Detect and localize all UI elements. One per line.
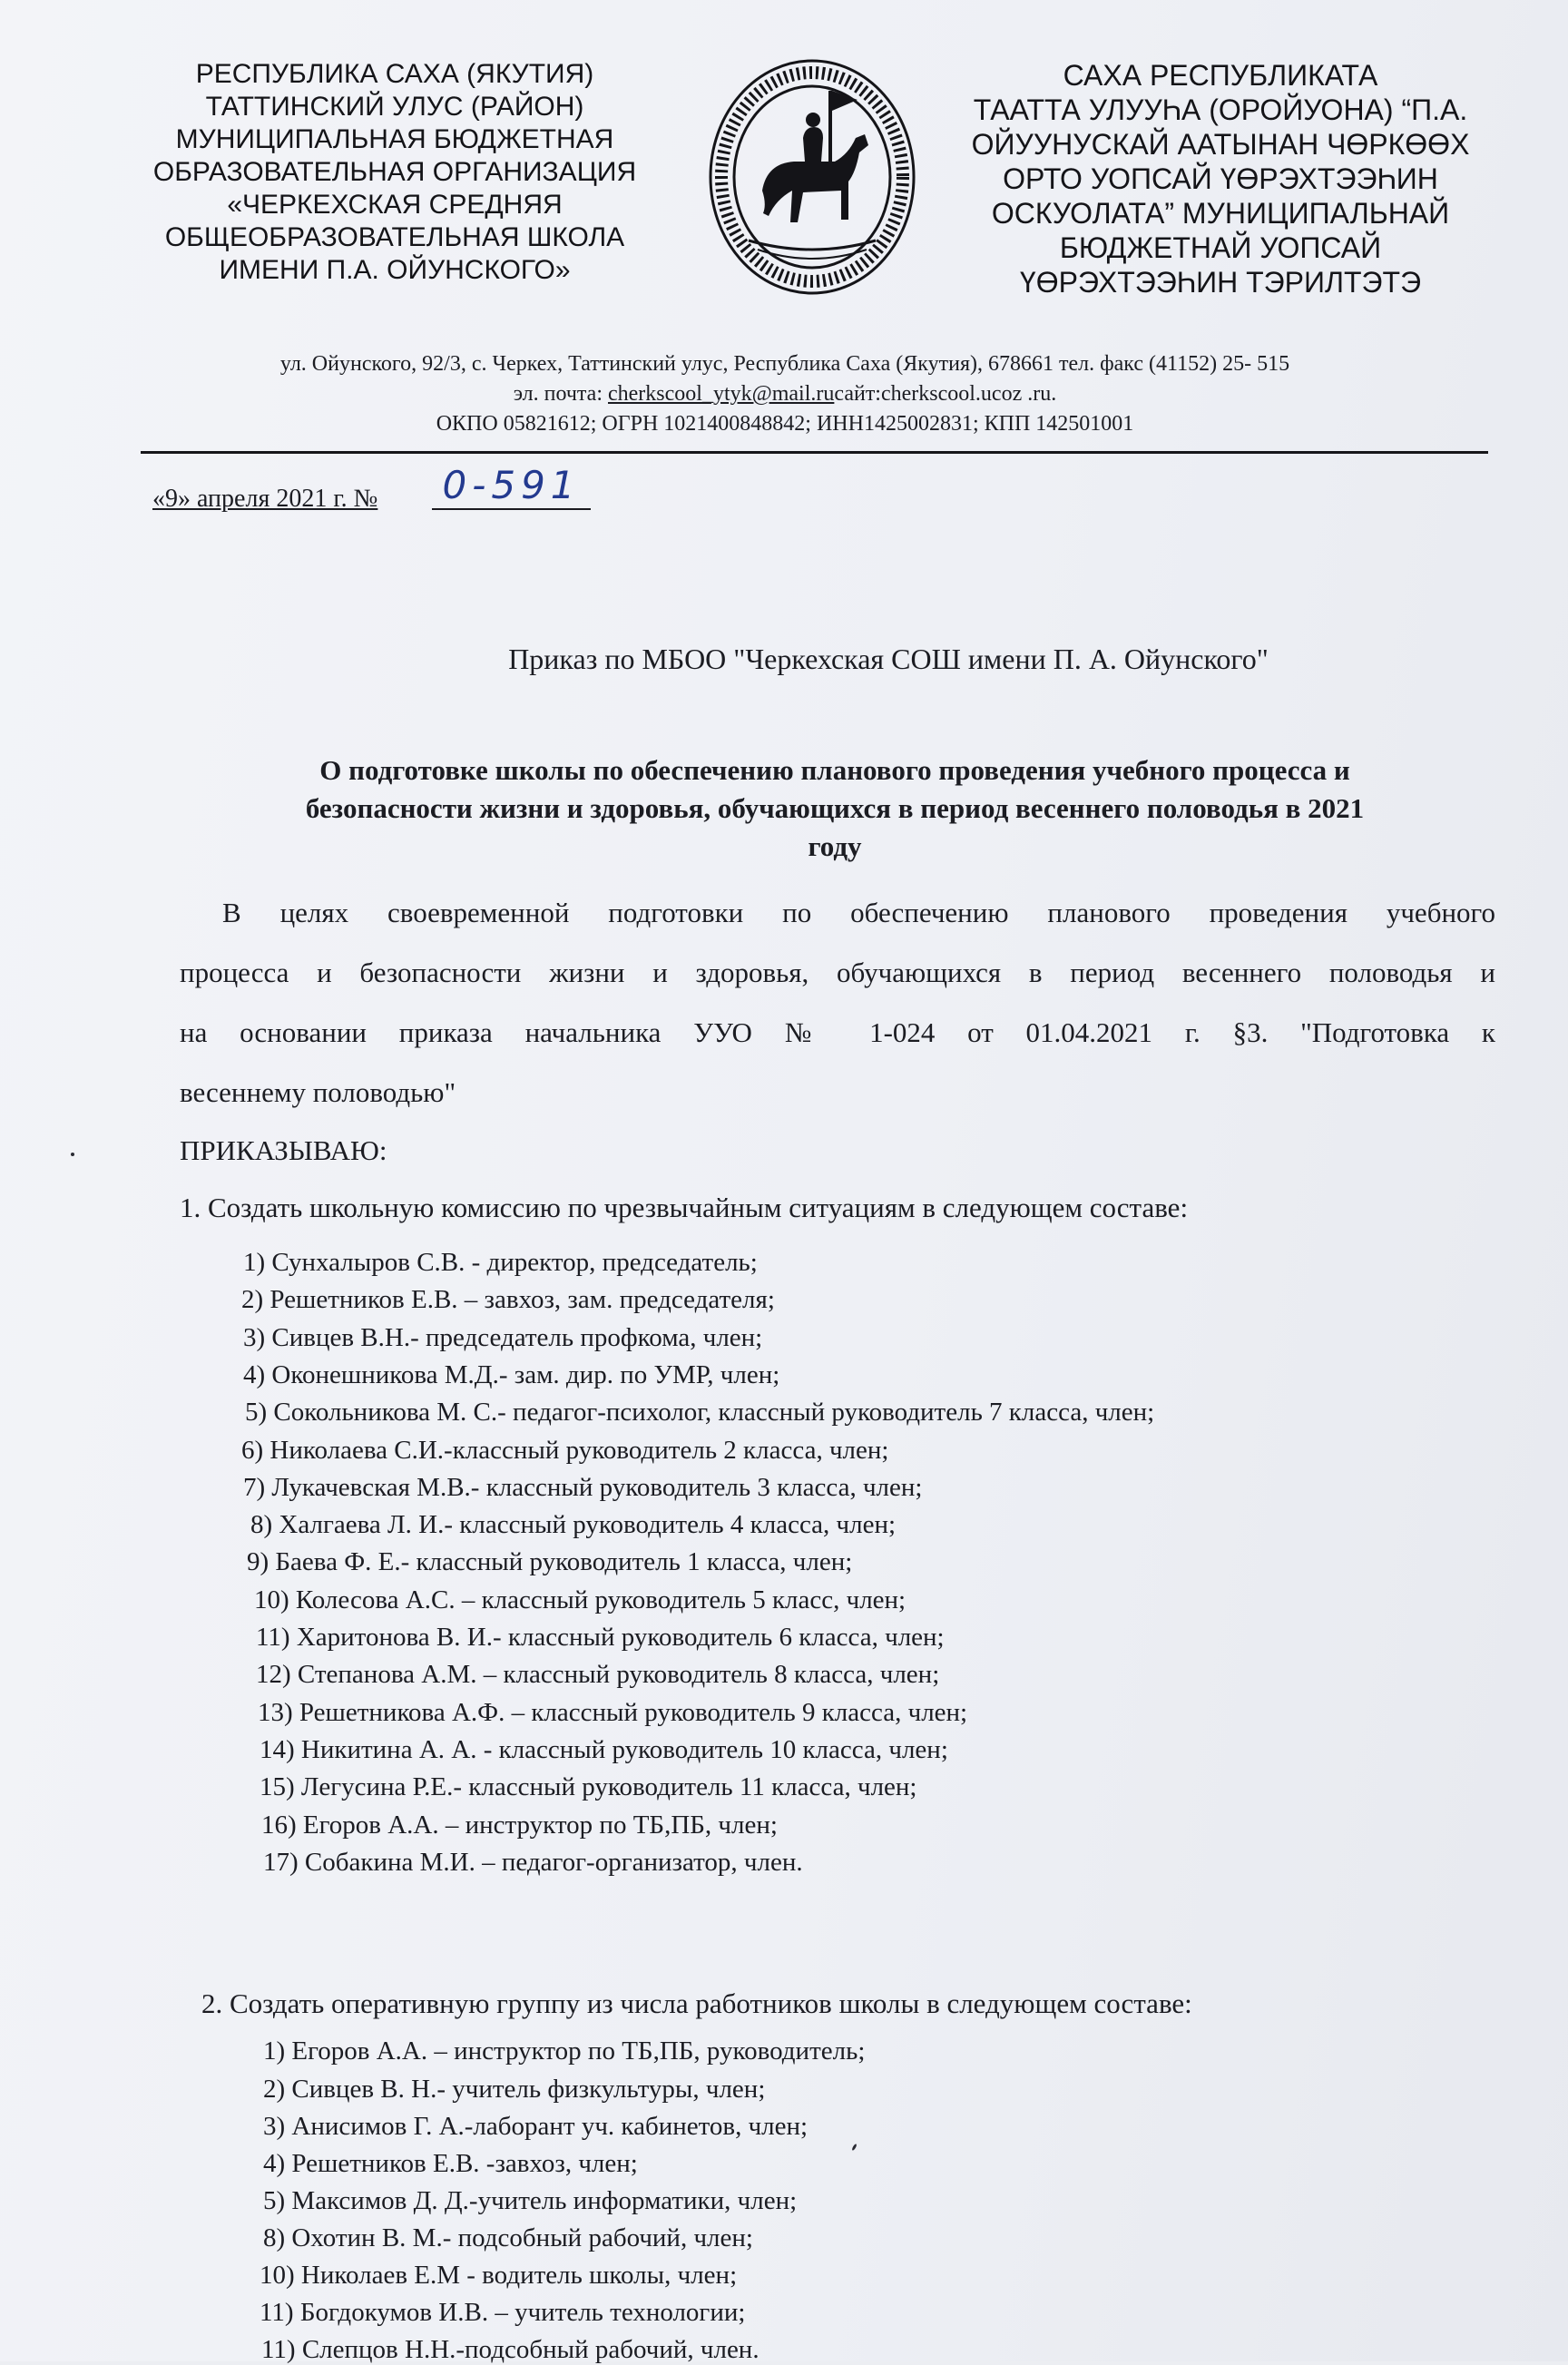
header-right-line: ОРТО УОПСАЙ ҮӨРЭХТЭЭҺИН — [1003, 162, 1438, 195]
codes-line: ОКПО 05821612; ОГРН 1021400848842; ИНН1425002831; КПП 142501001 — [436, 412, 1134, 436]
heading-line: О подготовке школы по обеспечению планового проведения учебного процесса и — [319, 754, 1350, 786]
order-date: «9» апреля 2021 г. № — [152, 485, 378, 513]
item-1-text: 1. Создать школьную комиссию по чрезвычайным ситуациям в следующем составе: — [180, 1192, 1189, 1223]
sakha-horseman-emblem-icon — [703, 54, 921, 299]
email-label: эл. почта: — [513, 382, 608, 406]
header-left-line: «ЧЕРКЕХСКАЯ СРЕДНЯЯ — [227, 190, 563, 220]
member-item: 8) Охотин В. М.- подсобный рабочий, член; — [263, 2223, 753, 2252]
header-left-line: ИМЕНИ П.А. ОЙУНСКОГО» — [219, 255, 571, 285]
header-right-line: ОЙУУНУСКАЙ ААТЫНАН ЧӨРКӨӨХ — [971, 128, 1470, 161]
member-item: 2) Решетников Е.В. – завхоз, зам. председателя; — [241, 1285, 775, 1315]
member-item: 13) Решетникова А.Ф. – классный руководитель 9 класса, член; — [258, 1697, 968, 1727]
member-item: 8) Халгаева Л. И.- классный руководитель 4 класса, член; — [250, 1510, 897, 1540]
contacts-block — [127, 349, 1443, 439]
header-left-line: ОБРАЗОВАТЕЛЬНАЯ ОРГАНИЗАЦИЯ — [152, 157, 637, 187]
directive-word: ПРИКАЗЫВАЮ: — [180, 1134, 387, 1166]
preamble-line: весеннему половодью" — [180, 1076, 456, 1108]
email-link[interactable]: cherkscool_ytyk@mail.ru — [608, 382, 835, 406]
heading-line: году — [808, 830, 862, 862]
order-title: Приказ по МБОО "Черкехская СОШ имени П. А. Ойунского" — [508, 643, 1269, 675]
header-right-line: ОСКУОЛАТА” МУНИЦИПАЛЬНАЙ — [991, 197, 1450, 230]
header-left — [118, 58, 671, 287]
member-item: 16) Егоров А.А. – инструктор по ТБ,ПБ, член; — [261, 1810, 778, 1840]
header-right — [926, 58, 1515, 299]
site-text: сайт:cherkscool.ucoz .ru. — [834, 382, 1057, 406]
header-left-line: ОБЩЕОБРАЗОВАТЕЛЬНАЯ ШКОЛА — [164, 222, 625, 252]
header-left-line: МУНИЦИПАЛЬНАЯ БЮДЖЕТНАЯ — [175, 124, 614, 154]
member-item: 11) Харитонова В. И.- классный руководитель 6 класса, член; — [256, 1623, 945, 1652]
member-item: 11) Слепцов Н.Н.-подсобный рабочий, член. — [261, 2335, 760, 2364]
member-item: 2) Сивцев В. Н.- учитель физкультуры, член; — [263, 2075, 766, 2104]
member-item: 11) Богдокумов И.В. – учитель технологии; — [260, 2298, 746, 2327]
item-2-text: 2. Создать оперативную группу из числа работников школы в следующем составе: — [201, 1987, 1192, 2019]
member-item: 14) Никитина А. А. - классный руководитель 10 класса, член; — [260, 1734, 948, 1764]
email-line — [127, 379, 1443, 409]
member-item: 1) Егоров А.А. – инструктор по ТБ,ПБ, руководитель; — [263, 2036, 866, 2066]
member-item: 3) Анисимов Г. А.-лаборант уч. кабинетов, член; — [263, 2112, 808, 2141]
preamble-line: процесса и безопасности жизни и здоровья, обучающихся в период весеннего половодья и — [180, 957, 1495, 988]
header-left-line: ТАТТИНСКИЙ УЛУС (РАЙОН) — [205, 92, 584, 122]
header-right-line: ҮӨРЭХТЭЭҺИН ТЭРИЛТЭТЭ — [1019, 266, 1422, 299]
member-item: 15) Легусина Р.Е.- классный руководитель 11 класса, член; — [260, 1772, 917, 1802]
member-item: 6) Николаева С.И.-классный руководитель 2 класса, член; — [241, 1435, 889, 1465]
header-right-line: САХА РЕСПУБЛИКАТА — [1063, 59, 1378, 92]
member-item: 17) Собакина М.И. – педагог-организатор, член. — [263, 1847, 803, 1877]
preamble-line: В целях своевременной подготовки по обеспечению планового проведения учебного — [222, 897, 1495, 928]
member-item: 1) Сунхалыров С.В. - директор, председатель; — [243, 1248, 758, 1277]
heading-line: безопасности жизни и здоровья, обучающихся в период весеннего половодья в 2021 — [305, 792, 1365, 824]
member-item: 9) Баева Ф. Е.- классный руководитель 1 класса, член; — [247, 1547, 853, 1577]
member-item: 10) Колесова А.С. – классный руководитель 5 класс, член; — [254, 1585, 906, 1614]
paper-speck — [851, 2144, 858, 2151]
member-item: 10) Николаев Е.М - водитель школы, член; — [260, 2261, 738, 2290]
member-item: 4) Оконешникова М.Д.- зам. дир. по УМР, член; — [243, 1359, 780, 1389]
paper-speck — [71, 1153, 74, 1156]
member-item: 4) Решетников Е.В. -завхоз, член; — [263, 2149, 638, 2178]
preamble-line: на основании приказа начальника УУО № 1-024 от 01.04.2021 г. §3. "Подготовка к — [180, 1016, 1495, 1048]
member-item: 12) Степанова А.М. – классный руководитель 8 класса, член; — [256, 1660, 940, 1690]
address-line: ул. Ойунского, 92/3, с. Черкех, Таттинский улус, Республика Саха (Якутия), 678661 тел. факс (41152) 25- 515 — [279, 352, 1290, 376]
member-item: 5) Сокольникова М. С.- педагог-психолог, классный руководитель 7 класса, член; — [245, 1398, 1155, 1428]
header-right-line: БЮДЖЕТНАЙ УОПСАЙ — [1059, 231, 1382, 264]
header-right-line: ТААТТА УЛУУҺА (ОРОЙУОНА) “П.А. — [973, 93, 1468, 126]
member-item: 5) Максимов Д. Д.-учитель информатики, член; — [263, 2186, 798, 2215]
member-item: 3) Сивцев В.Н.- председатель профкома, член; — [243, 1322, 763, 1352]
header-divider — [141, 451, 1488, 454]
order-number-handwritten: 0-591 — [432, 463, 591, 510]
order-heading — [172, 751, 1497, 866]
header-left-line: РЕСПУБЛИКА САХА (ЯКУТИЯ) — [195, 59, 594, 89]
member-item: 7) Лукачевская М.В.- классный руководитель 3 класса, член; — [243, 1472, 923, 1502]
